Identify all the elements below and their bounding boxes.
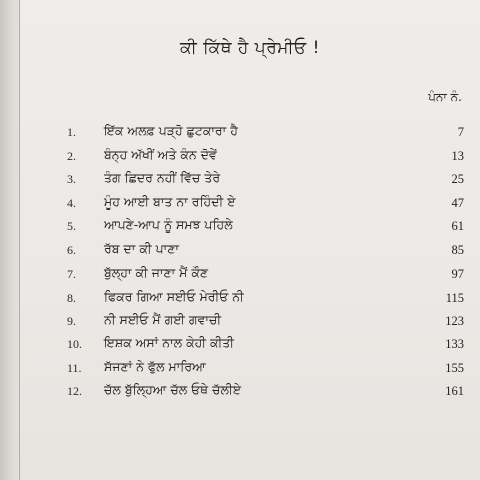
toc-entry-number: 4.	[67, 196, 76, 210]
book-gutter	[0, 0, 20, 480]
toc-entry-page: 85	[451, 243, 464, 257]
page-title: ਕੀ ਕਿੱਥੇ ਹੈ ਪ੍ਰੇਮੀਓ !	[180, 38, 320, 58]
toc-entry	[20, 289, 480, 309]
toc-entry-number: 1.	[67, 125, 76, 139]
toc-entry-number: 12.	[67, 384, 82, 398]
toc-entry-title: ਇਸ਼ਕ ਅਸਾਂ ਨਾਲ ਕੇਹੀ ਕੀਤੀ	[104, 335, 235, 350]
toc-entry	[20, 312, 480, 332]
toc-entry-number: 5.	[67, 219, 76, 233]
toc-entry	[20, 147, 480, 167]
toc-entry-title: ਇੱਕ ਅਲਫ਼ ਪੜ੍ਹੋ ਛੁਟਕਾਰਾ ਹੈ	[104, 123, 238, 138]
toc-entry-number: 9.	[67, 314, 76, 328]
toc-entry-page: 47	[451, 196, 464, 210]
toc-entry	[20, 359, 480, 379]
page-number-column-header: ਪੰਨਾ ਨੰ.	[428, 90, 462, 104]
toc-entry-number: 10.	[67, 337, 82, 351]
toc-entry	[20, 123, 480, 143]
toc-entry-page: 13	[451, 149, 464, 163]
toc-entry-title: ਰੱਬ ਦਾ ਕੀ ਪਾਣਾ	[104, 241, 179, 256]
toc-entry-page: 161	[445, 384, 464, 398]
toc-entry-page: 61	[451, 219, 464, 233]
toc-entry-number: 3.	[67, 172, 76, 186]
toc-entry-title: ਬੰਨ੍ਹ ਅੱਖੀਂ ਅਤੇ ਕੰਨ ਦੋਵੇਂ	[104, 147, 217, 162]
toc-entry-page: 97	[451, 267, 464, 281]
toc-entry-number: 11.	[67, 361, 82, 375]
toc-entry-page: 115	[445, 291, 464, 305]
toc-entry	[20, 265, 480, 285]
toc-entry-page: 25	[451, 172, 464, 186]
toc-entry	[20, 382, 480, 402]
toc-entry-title: ਤੰਗ ਛਿਦਰ ਨਹੀਂ ਵਿੱਚ ਤੇਰੇ	[104, 170, 221, 185]
toc-entry-title: ਫਿਕਰ ਗਿਆ ਸਈਓ ਮੇਰੀਓ ਨੀ	[104, 289, 244, 304]
toc-entry-title: ਨੀ ਸਈਓ ਮੈਂ ਗਈ ਗਵਾਚੀ	[104, 312, 222, 327]
toc-entry	[20, 335, 480, 355]
toc-entry-title: ਸੱਜਣਾਂ ਨੇ ਫੁੱਲ ਮਾਰਿਆ	[104, 359, 206, 374]
toc-entry-title: ਬੁੱਲ੍ਹਾ ਕੀ ਜਾਣਾ ਮੈਂ ਕੌਣ	[104, 265, 209, 280]
toc-entry-title: ਮੂੰਹ ਆਈ ਬਾਤ ਨਾ ਰਹਿੰਦੀ ਏ	[104, 194, 236, 209]
contents-page	[20, 0, 480, 480]
toc-entry-number: 8.	[67, 291, 76, 305]
toc-entry-page: 155	[445, 361, 464, 375]
toc-entry-number: 7.	[67, 267, 76, 281]
toc-entry-page: 123	[445, 314, 464, 328]
toc-entry	[20, 241, 480, 261]
toc-entry-page: 133	[445, 337, 464, 351]
toc-entry-page: 7	[457, 125, 464, 139]
toc-entry-title: ਚੱਲ ਬੁੱਲ੍ਹਿਆ ਚੱਲ ਓਥੇ ਚੱਲੀਏ	[104, 382, 242, 397]
toc-entry	[20, 194, 480, 214]
toc-entry	[20, 217, 480, 237]
toc-entry-title: ਆਪਣੇ-ਆਪ ਨੂੰ ਸਮਝ ਪਹਿਲੇ	[104, 217, 233, 232]
toc-entry	[20, 170, 480, 190]
toc-entry-number: 6.	[67, 243, 76, 257]
toc-entry-number: 2.	[67, 149, 76, 163]
